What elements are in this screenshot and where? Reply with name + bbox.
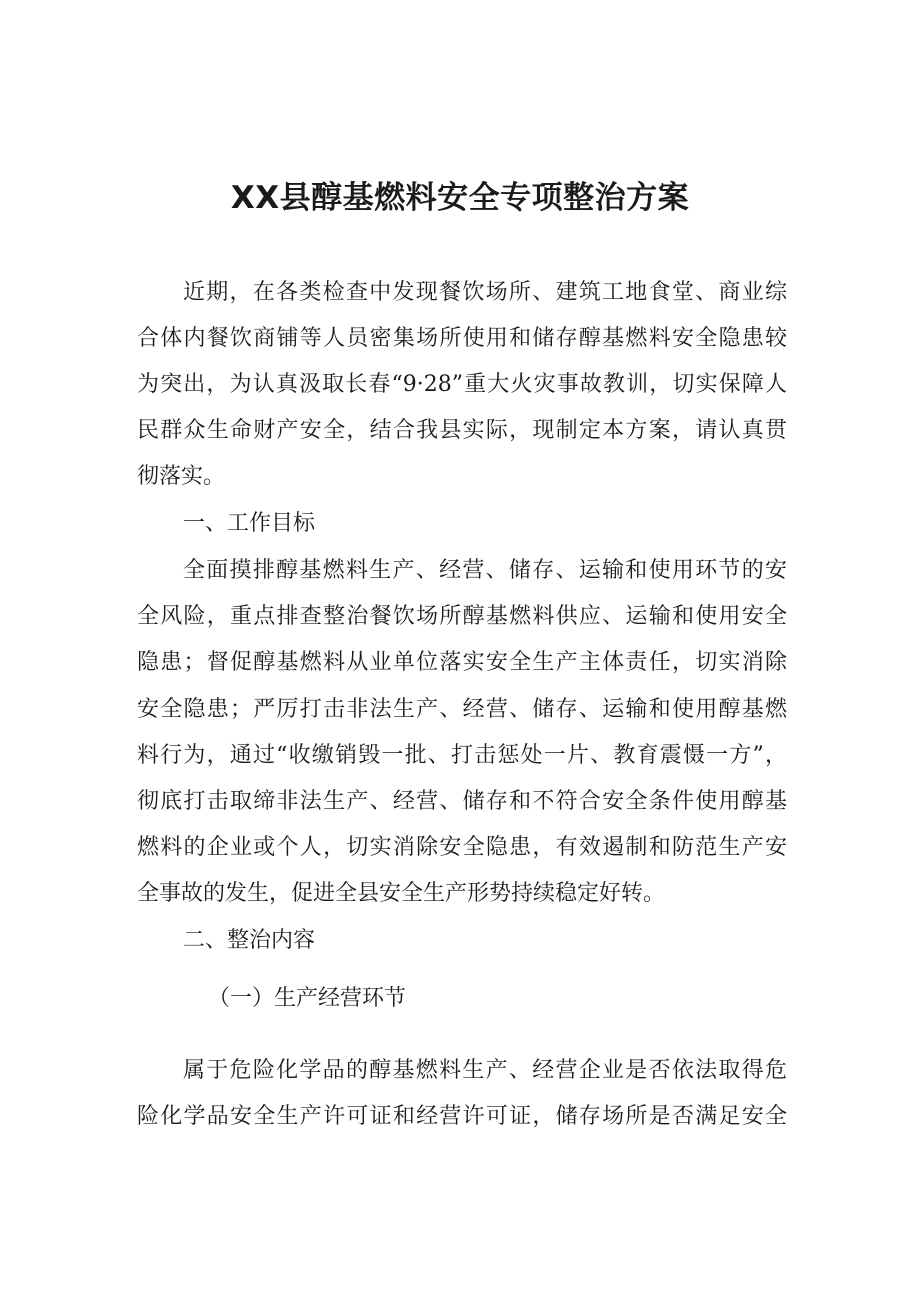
intro-line: 近期，在各类检查中发现餐饮场所、建筑工地食堂、商业综 [183, 280, 787, 305]
section2-line: 险化学品安全生产许可证和经营许可证，储存场所是否满足安全 [137, 1104, 787, 1129]
section2-line: 属于危险化学品的醇基燃料生产、经营企业是否依法取得危 [183, 1058, 787, 1083]
section1-line: 全面摸排醇基燃料生产、经营、储存、运输和使用环节的安 [183, 558, 787, 583]
subsection-heading: （一）生产经营环节 [208, 986, 407, 1011]
section1-line: 料行为，通过“收缴销毁一批、打击惩处一片、教育震慑一方”， [137, 743, 787, 768]
section-heading: 一、工作目标 [183, 511, 316, 536]
section-heading: 二、整治内容 [183, 928, 316, 953]
intro-line: 民群众生命财产安全，结合我县实际，现制定本方案，请认真贯 [137, 418, 787, 443]
section1-line: 燃料的企业或个人，切实消除安全隐患，有效遏制和防范生产安 [137, 835, 787, 860]
intro-line: 彻落实。 [137, 464, 226, 489]
intro-line: 合体内餐饮商铺等人员密集场所使用和储存醇基燃料安全隐患较 [137, 326, 787, 351]
section1-line: 安全隐患；严厉打击非法生产、经营、储存、运输和使用醇基燃 [137, 697, 787, 722]
intro-line: 为突出，为认真汲取长春“9·28”重大火灾事故教训，切实保障人 [137, 372, 787, 397]
section1-line: 彻底打击取缔非法生产、经营、储存和不符合安全条件使用醇基 [137, 789, 787, 814]
section1-line: 全事故的发生，促进全县安全生产形势持续稳定好转。 [137, 881, 666, 906]
section1-line: 全风险，重点排查整治餐饮场所醇基燃料供应、运输和使用安全 [137, 604, 787, 629]
document-title: XX县醇基燃料安全专项整治方案 [230, 180, 690, 216]
section1-line: 隐患；督促醇基燃料从业单位落实安全生产主体责任，切实消除 [137, 650, 787, 675]
